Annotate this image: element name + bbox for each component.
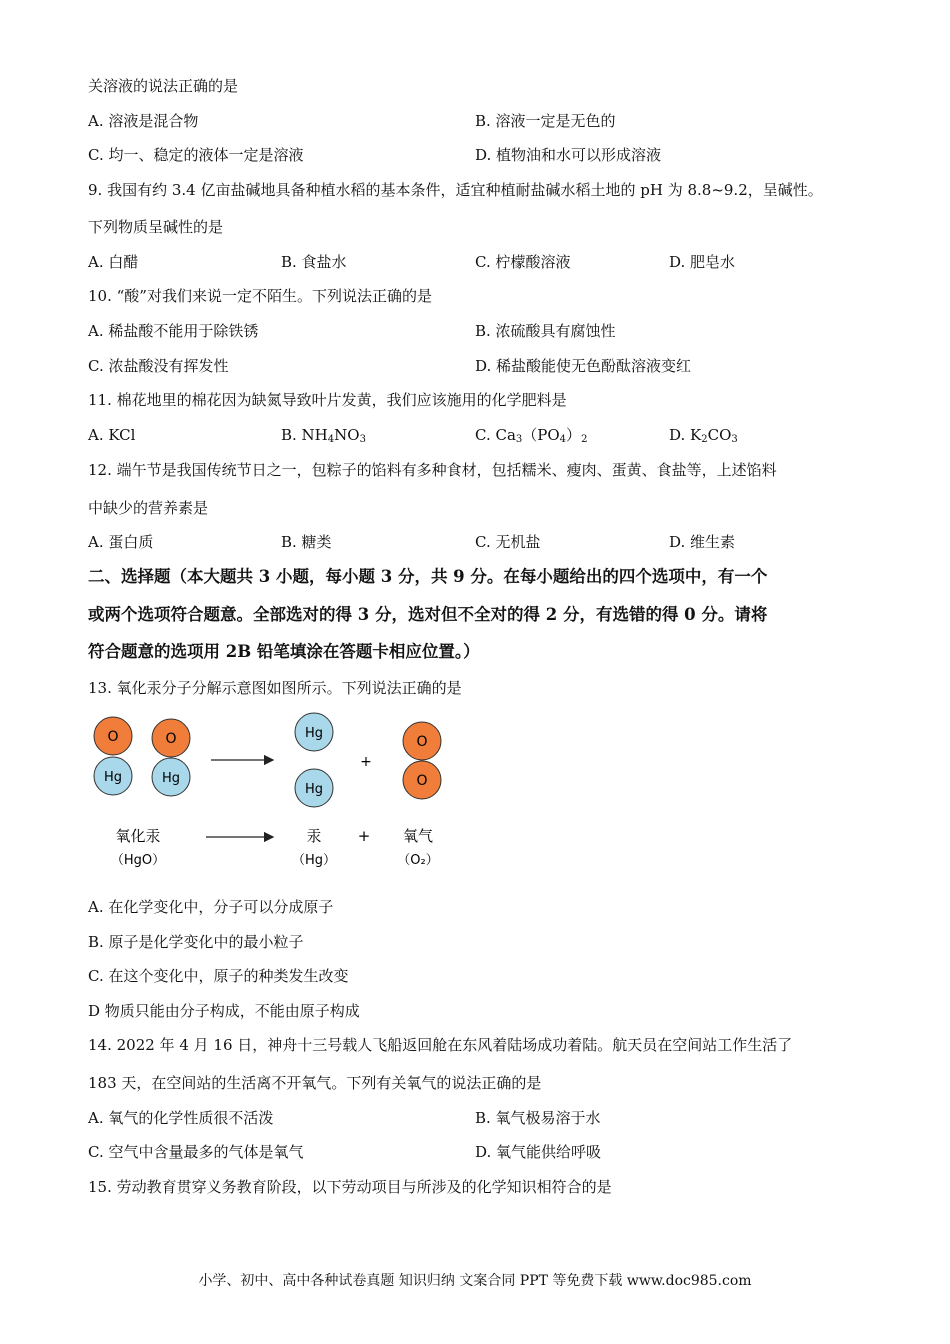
q10-option-a: A. 稀盐酸不能用于除铁锈	[88, 322, 259, 340]
section2-heading-line2: 或两个选项符合题意。全部选对的得 3 分，选对但不全对的得 2 分，有选错的得 0 分。请将	[88, 605, 768, 624]
q12-option-c: C. 无机盐	[475, 533, 541, 551]
section2-heading-line3: 符合题意的选项用 2B 铅笔填涂在答题卡相应位置。）	[88, 642, 480, 661]
reactant-name: 氧化汞	[115, 827, 161, 845]
plus-sign: +	[357, 827, 371, 845]
q8-option-a: A. 溶液是混合物	[88, 112, 199, 130]
q9-stem-line1: 9. 我国有约 3.4 亿亩盐碱地具备种植水稻的基本条件，适宜种植耐盐碱水稻土地的 pH 为 8.8~9.2，呈碱性。	[88, 181, 823, 199]
q14-stem-line2: 183 天，在空间站的生活离不开氧气。下列有关氧气的说法正确的是	[88, 1074, 542, 1092]
q12-option-b: B. 糖类	[281, 533, 332, 551]
mercury-oxide-decomposition-diagram	[88, 708, 458, 878]
q9-option-a: A. 白醋	[88, 253, 139, 271]
q13-option-b: B. 原子是化学变化中的最小粒子	[88, 933, 304, 951]
q10-option-d: D. 稀盐酸能使无色酚酞溶液变红	[475, 357, 692, 375]
q12-option-a: A. 蛋白质	[88, 533, 154, 551]
product1-formula: （Hg）	[291, 853, 337, 868]
mercury-atom-label: Hg	[304, 782, 324, 797]
mercury-atom-label: Hg	[161, 771, 181, 786]
q15-stem: 15. 劳动教育贯穿义务教育阶段，以下劳动项目与所涉及的化学知识相符合的是	[88, 1178, 612, 1196]
q8-option-c: C. 均一、稳定的液体一定是溶液	[88, 146, 304, 164]
q8-option-d: D. 植物油和水可以形成溶液	[475, 146, 662, 164]
q9-option-d: D. 肥皂水	[669, 253, 736, 271]
product1-name: 汞	[306, 827, 322, 845]
q10-stem: 10. “酸”对我们来说一定不陌生。下列说法正确的是	[88, 287, 432, 305]
oxygen-atom-label: O	[416, 773, 428, 789]
q13-option-d: D 物质只能由分子构成，不能由原子构成	[88, 1002, 360, 1020]
q13-option-a: A. 在化学变化中，分子可以分成原子	[88, 898, 334, 916]
q14-stem-line1: 14. 2022 年 4 月 16 日，神舟十三号载人飞船返回舱在东风着陆场成功着陆。航天员在空间站工作生活了	[88, 1036, 793, 1054]
q12-stem-line1: 12. 端午节是我国传统节日之一，包粽子的馅料有多种食材，包括糯米、瘦肉、蛋黄、食盐等，上述馅料	[88, 461, 777, 479]
q12-stem-line2: 中缺少的营养素是	[88, 499, 209, 517]
plus-sign: +	[360, 754, 372, 770]
q13-option-c: C. 在这个变化中，原子的种类发生改变	[88, 967, 349, 985]
hgo-molecule-1	[94, 717, 132, 795]
q14-option-c: C. 空气中含量最多的气体是氧气	[88, 1143, 304, 1161]
q9-option-c: C. 柠檬酸溶液	[475, 253, 571, 271]
q14-option-b: B. 氧气极易溶于水	[475, 1109, 601, 1127]
mercury-atom-label: Hg	[103, 770, 123, 785]
section2-heading-line1: 二、选择题（本大题共 3 小题，每小题 3 分，共 9 分。在每小题给出的四个选项中，有一个	[88, 567, 768, 586]
q14-option-d: D. 氧气能供给呼吸	[475, 1143, 602, 1161]
product2-formula: （O₂）	[397, 853, 439, 868]
q12-option-d: D. 维生素	[669, 533, 736, 551]
page-footer: 小学、初中、高中各种试卷真题 知识归纳 文案合同 PPT 等免费下载 www.doc985.com	[198, 1273, 752, 1289]
q9-stem-line2: 下列物质呈碱性的是	[88, 218, 224, 236]
product2-name: 氧气	[402, 827, 434, 845]
q11-option-b: B. $NH_4NO_3$	[281, 426, 366, 445]
mercury-atoms-product	[295, 713, 333, 807]
q11-stem: 11. 棉花地里的棉花因为缺氮导致叶片发黄，我们应该施用的化学肥料是	[88, 391, 567, 409]
oxygen-atom-label: O	[165, 731, 177, 747]
reactant-formula: （HgO）	[110, 853, 166, 868]
oxygen-molecule-product	[403, 722, 441, 799]
q11-option-d: D. $K_2CO_3$	[669, 426, 738, 445]
q11-option-c: C. $Ca_3(PO_4)_2$	[475, 426, 588, 445]
q13-stem: 13. 氧化汞分子分解示意图如图所示。下列说法正确的是	[88, 679, 462, 697]
q10-option-c: C. 浓盐酸没有挥发性	[88, 357, 229, 375]
q10-option-b: B. 浓硫酸具有腐蚀性	[475, 322, 616, 340]
mercury-atom-label: Hg	[304, 726, 324, 741]
oxygen-atom-label: O	[416, 734, 428, 750]
oxygen-atom-label: O	[107, 729, 119, 745]
q8-stem: 关溶液的说法正确的是	[88, 77, 239, 95]
q8-option-b: B. 溶液一定是无色的	[475, 112, 616, 130]
hgo-molecule-2	[152, 719, 190, 796]
q9-option-b: B. 食盐水	[281, 253, 347, 271]
q14-option-a: A. 氧气的化学性质很不活泼	[88, 1109, 274, 1127]
q11-option-a: A. KCl	[88, 426, 136, 444]
